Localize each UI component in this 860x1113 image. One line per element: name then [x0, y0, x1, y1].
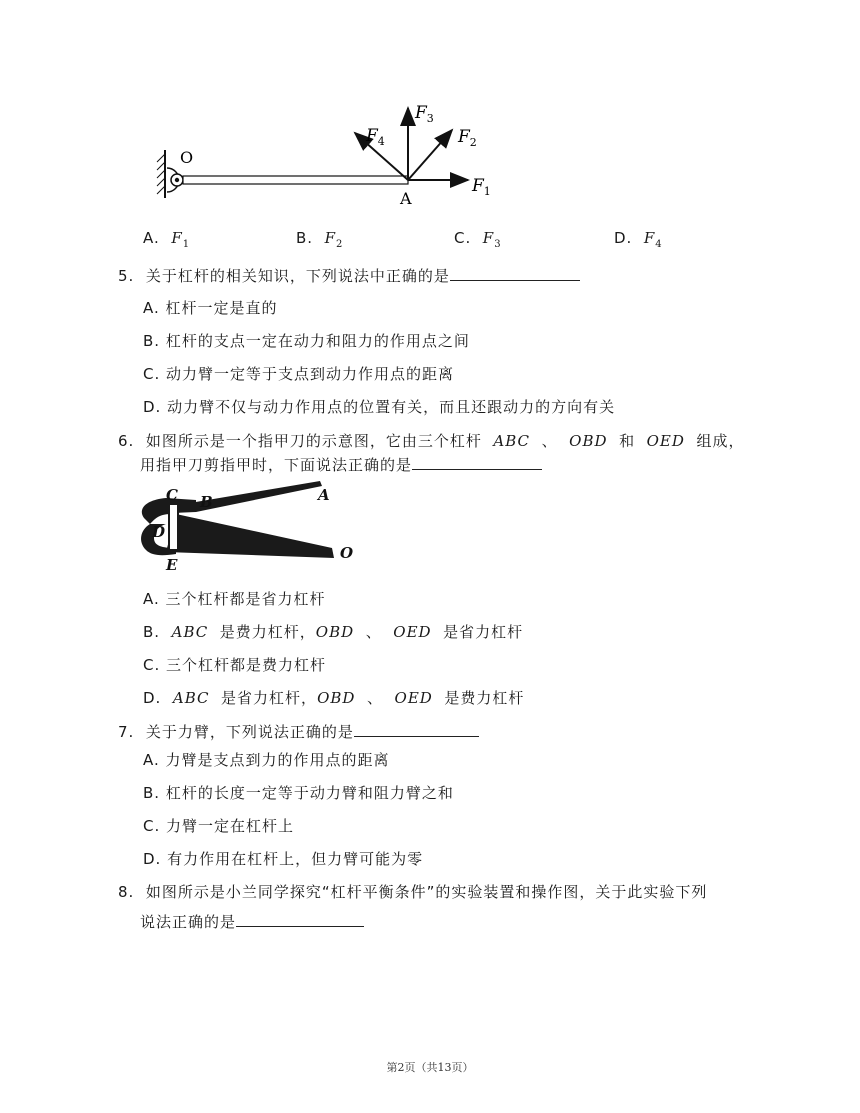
q6-option-b[interactable]: B. ABC 是费力杠杆，OBD 、 OED 是省力杠杆	[143, 623, 524, 641]
nail-clipper-diagram	[136, 480, 358, 574]
label-f2: $F_2$	[458, 127, 477, 149]
q5-option-d[interactable]: D. 动力臂不仅与动力作用点的位置有关，而且还跟动力的方向有关	[143, 398, 616, 416]
lever-bar	[183, 176, 408, 184]
q7-answer-blank[interactable]	[354, 720, 479, 737]
q5-answer-blank[interactable]	[450, 264, 580, 281]
q4-option-b[interactable]: B. $F_2$	[296, 229, 344, 250]
q4-option-c[interactable]: C. $F_3$	[454, 229, 502, 250]
q7-stem: 7. 关于力臂，下列说法正确的是	[118, 720, 479, 742]
label-d: D	[152, 523, 166, 541]
label-f3: $F_3$	[415, 103, 434, 125]
label-a: A	[400, 189, 412, 208]
label-o: O	[340, 544, 354, 562]
q4-option-a[interactable]: A. $F_1$	[143, 229, 191, 250]
q5-stem: 5. 关于杠杆的相关知识，下列说法中正确的是	[118, 264, 580, 286]
page-footer: 第2页（共13页）	[386, 1061, 474, 1074]
q6-answer-blank[interactable]	[412, 453, 542, 470]
label-b: B	[200, 493, 213, 511]
q8-stem-line2: 说法正确的是	[140, 910, 364, 932]
q5-option-c[interactable]: C. 动力臂一定等于支点到动力作用点的距离	[143, 365, 455, 383]
pivot-point-o	[167, 168, 183, 192]
q5-option-a[interactable]: A. 杠杆一定是直的	[143, 299, 278, 317]
q6-option-d[interactable]: D. ABC 是省力杠杆，OBD 、 OED 是费力杠杆	[143, 689, 525, 707]
q7-option-b[interactable]: B. 杠杆的长度一定等于动力臂和阻力臂之和	[143, 784, 454, 802]
q7-option-c[interactable]: C. 力臂一定在杠杆上	[143, 817, 295, 835]
label-f4: $F_4$	[366, 126, 385, 148]
q7-option-d[interactable]: D. 有力作用在杠杆上，但力臂可能为零	[143, 850, 424, 868]
q8-stem-line1: 8. 如图所示是小兰同学探究“杠杆平衡条件”的实验装置和操作图，关于此实验下列	[118, 883, 708, 901]
q8-answer-blank[interactable]	[236, 910, 364, 927]
q5-option-b[interactable]: B. 杠杆的支点一定在动力和阻力的作用点之间	[143, 332, 470, 350]
q6-stem-line2: 用指甲刀剪指甲时，下面说法正确的是	[140, 453, 542, 475]
q6-option-c[interactable]: C. 三个杠杆都是费力杠杆	[143, 656, 327, 674]
q6-option-a[interactable]: A. 三个杠杆都是省力杠杆	[143, 590, 326, 608]
label-c: C	[166, 486, 178, 504]
q6-stem-line1: 6. 如图所示是一个指甲刀的示意图，它由三个杠杆 ABC 、 OBD 和 OED 组成，	[118, 432, 745, 450]
label-o: O	[180, 148, 194, 167]
q7-option-a[interactable]: A. 力臂是支点到力的作用点的距离	[143, 751, 390, 769]
force-f2-arrow	[408, 130, 452, 180]
lever-force-diagram	[150, 100, 510, 210]
label-a: A	[318, 486, 330, 504]
label-f1: $F_1$	[472, 176, 491, 198]
label-e: E	[166, 556, 178, 574]
lever-oed	[166, 514, 334, 558]
q4-option-d[interactable]: D. $F_4$	[614, 229, 663, 250]
pin-cd	[169, 504, 178, 550]
wall	[157, 150, 165, 198]
